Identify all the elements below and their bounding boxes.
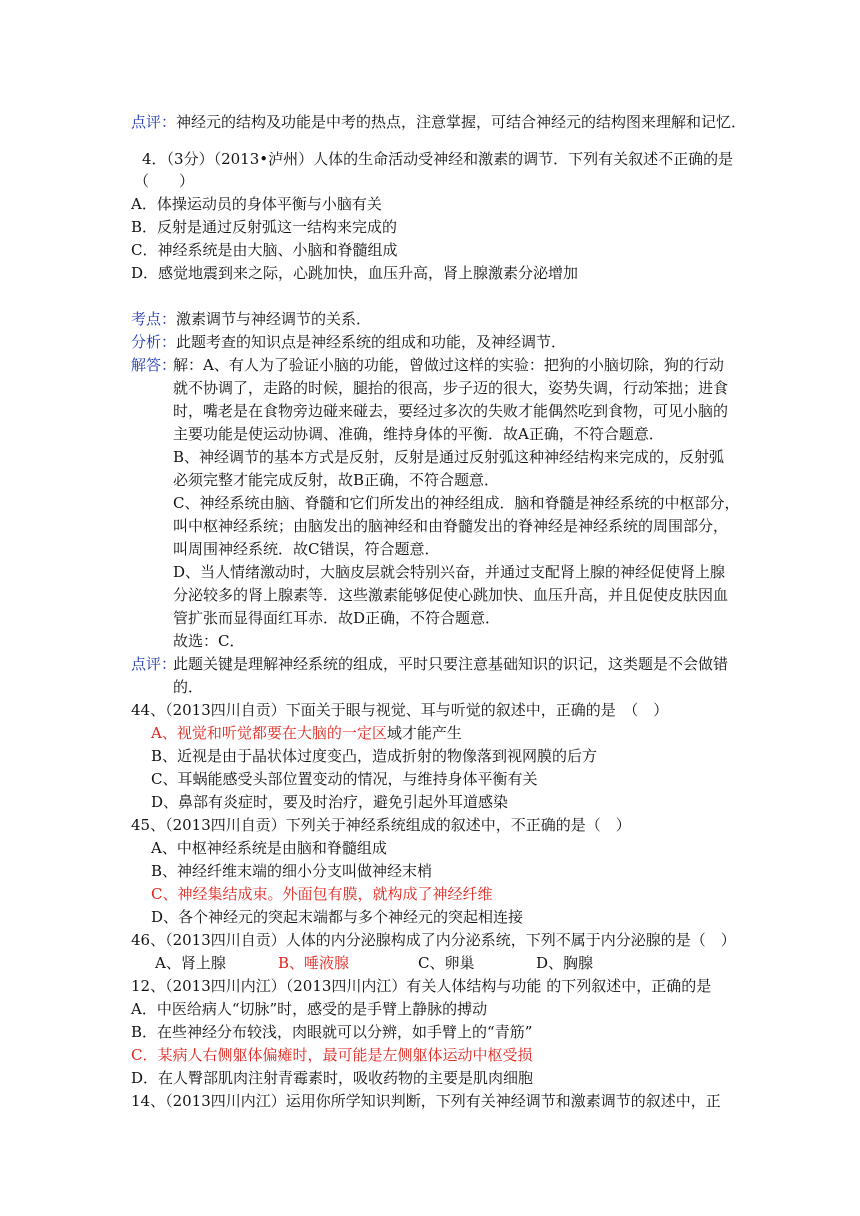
q12-option-a: A．中医给病人“切脉”时，感受的是手臂上静脉的搏动 bbox=[131, 1000, 488, 1018]
comment-line bbox=[131, 112, 746, 132]
kaodian-text: 激素调节与神经调节的关系． bbox=[176, 310, 372, 328]
q4-paren: （ ） bbox=[134, 172, 195, 190]
q12-option-b: B．在些神经分布较浅，肉眼就可以分辨，如手臂上的“青筋” bbox=[131, 1023, 533, 1041]
q4-option-a: A．体操运动员的身体平衡与小脑有关 bbox=[131, 195, 382, 213]
jieda-line-8: 叫中枢神经系统；由脑发出的脑神经和由脊髓发出的脊神经是神经系统的周围部分， bbox=[173, 517, 729, 535]
q4-comment-line-1: 此题关键是理解神经系统的组成，平时只要注意基础知识的识记，这类题是不会做错 bbox=[173, 655, 729, 673]
jieda-line-3: 时，嘴老是在食物旁边碰来碰去，要经过多次的失败才能偶然吃到食物，可见小脑的 bbox=[173, 402, 729, 420]
q46-option-b: B、唾液腺 bbox=[278, 954, 350, 972]
q44-option-a-red: A、视觉和听觉都要在大脑的一定区 bbox=[151, 724, 387, 742]
q46-option-c: C、卵巢 bbox=[418, 954, 475, 972]
q4-comment-label: 点评： bbox=[131, 655, 177, 673]
q4-comment-line-2: 的． bbox=[173, 678, 204, 696]
q45-option-d: D、各个神经元的突起末端都与多个神经元的突起相连接 bbox=[151, 908, 524, 926]
q45-option-b: B、神经纤维末端的细小分支叫做神经末梢 bbox=[151, 862, 433, 880]
q12-option-c: C．某病人右侧躯体偏瘫时，最可能是左侧躯体运动中枢受损 bbox=[131, 1046, 533, 1064]
jieda-line-2: 就不协调了，走路的时候，腿抬的很高，步子迈的很大，姿势失调，行动笨拙；进食 bbox=[173, 379, 729, 397]
q4-option-b: B．反射是通过反射弧这一结构来完成的 bbox=[131, 218, 398, 236]
q44-option-b: B、近视是由于晶状体过度变凸，造成折射的物像落到视网膜的后方 bbox=[151, 747, 598, 765]
q4-stem: 4．（3分）（2013•泸州）人体的生命活动受神经和激素的调节．下列有关叙述不正确的是 bbox=[142, 150, 734, 168]
q46-option-d: D、胸腺 bbox=[536, 954, 594, 972]
q46-option-a: A、肾上腺 bbox=[155, 954, 226, 972]
kaodian-line bbox=[131, 309, 371, 329]
q45-option-a: A、中枢神经系统是由脑和脊髓组成 bbox=[151, 839, 387, 857]
comment-text: 神经元的结构及功能是中考的热点，注意掌握，可结合神经元的结构图来理解和记忆． bbox=[176, 113, 747, 131]
jieda-line-1: 解：A、有人为了验证小脑的功能，曾做过这样的实验：把狗的小脑切除，狗的行动 bbox=[173, 356, 724, 374]
jieda-line-9: 叫周围神经系统．故C错误，符合题意． bbox=[173, 540, 440, 558]
kaodian-label: 考点： bbox=[131, 310, 177, 328]
q14-stem: 14、（2013四川内江）运用你所学知识判断，下列有关神经调节和激素调节的叙述中，正 bbox=[131, 1092, 721, 1110]
q45-stem: 45、（2013四川自贡）下列关于神经系统组成的叙述中，不正确的是（ ） bbox=[131, 816, 631, 834]
fenxi-text: 此题考查的知识点是神经系统的组成和功能，及神经调节． bbox=[176, 333, 567, 351]
q12-stem: 12、（2013四川内江）（2013四川内江）有关人体结构与功能 的下列叙述中，正确的是 bbox=[131, 977, 712, 995]
q12-option-d: D．在人臀部肌肉注射青霉素时，吸收药物的主要是肌肉细胞 bbox=[131, 1069, 534, 1087]
jieda-label: 解答： bbox=[131, 356, 177, 374]
jieda-line-13: 故选：C． bbox=[173, 632, 245, 650]
q4-option-d: D．感觉地震到来之际，心跳加快，血压升高，肾上腺激素分泌增加 bbox=[131, 264, 579, 282]
q46-stem: 46、（2013四川自贡）人体的内分泌腺构成了内分泌系统，下列不属于内分泌腺的是（ ） bbox=[131, 931, 736, 949]
jieda-line-7: C、神经系统由脑、脊髓和它们所发出的神经组成．脑和脊髓是神经系统的中枢部分， bbox=[173, 494, 740, 512]
jieda-line-6: 必须完整才能完成反射，故B正确，不符合题意． bbox=[173, 471, 500, 489]
q44-stem: 44、（2013四川自贡）下面关于眼与视觉、耳与听觉的叙述中，正确的是 （ ） bbox=[131, 701, 669, 719]
q44-option-a bbox=[151, 723, 462, 743]
q44-option-d: D、鼻部有炎症时，要及时治疗，避免引起外耳道感染 bbox=[151, 793, 509, 811]
jieda-line-10: D、当人情绪激动时，大脑皮层就会特别兴奋，并通过支配肾上腺的神经促使肾上腺 bbox=[173, 563, 726, 581]
jieda-line-11: 分泌较多的肾上腺素等．这些激素能够促使心跳加快、血压升高，并且促使皮肤因血 bbox=[173, 586, 729, 604]
jieda-line-4: 主要功能是使运动协调、准确，维持身体的平衡．故A正确，不符合题意． bbox=[173, 425, 664, 443]
q45-option-c: C、神经集结成束。外面包有膜，就构成了神经纤维 bbox=[151, 885, 493, 903]
q44-option-a-tail: 域才能产生 bbox=[386, 724, 462, 742]
q4-option-c: C．神经系统是由大脑、小脑和脊髓组成 bbox=[131, 241, 398, 259]
comment-label: 点评： bbox=[131, 113, 177, 131]
jieda-line-5: B、神经调节的基本方式是反射，反射是通过反射弧这种神经结构来完成的，反射弧 bbox=[173, 448, 725, 466]
jieda-line-12: 管扩张而显得面红耳赤．故D正确，不符合题意． bbox=[173, 609, 501, 627]
fenxi-label: 分析： bbox=[131, 333, 177, 351]
q44-option-c: C、耳蜗能感受头部位置变动的情况，与维持身体平衡有关 bbox=[151, 770, 538, 788]
fenxi-line bbox=[131, 332, 566, 352]
